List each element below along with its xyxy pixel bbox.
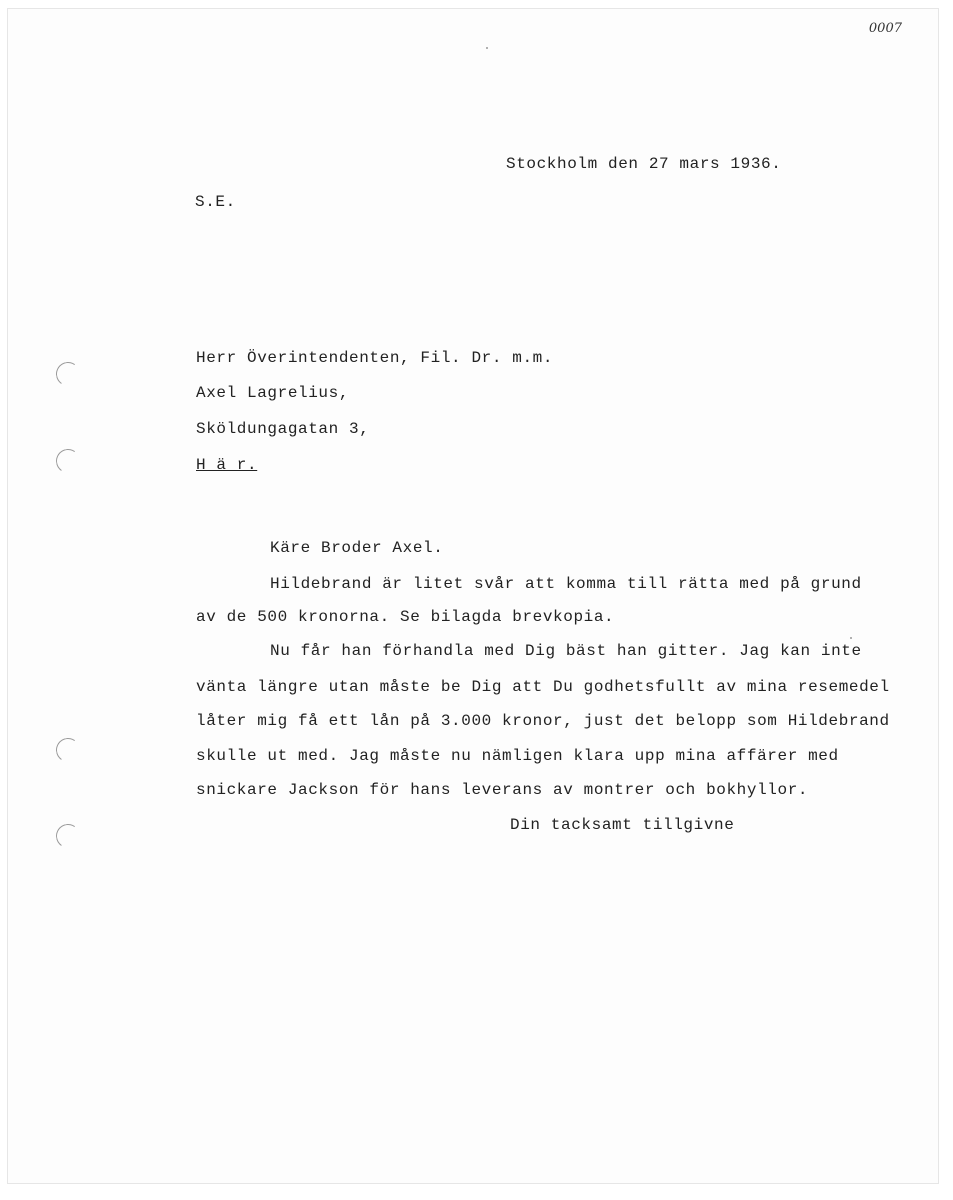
salutation: Käre Broder Axel.	[270, 539, 444, 557]
sender-initials: S.E.	[195, 193, 236, 211]
body-line: skulle ut med. Jag måste nu nämligen klara upp mina affärer med	[196, 747, 839, 765]
address-line: H ä r.	[196, 456, 258, 474]
address-line: Axel Lagrelius,	[196, 384, 350, 402]
punch-hole-icon	[54, 736, 82, 764]
body-line: av de 500 kronorna. Se bilagda brevkopia.	[196, 608, 615, 626]
paper-speck	[850, 637, 852, 639]
punch-hole-icon	[54, 822, 82, 850]
closing: Din tacksamt tillgivne	[510, 816, 735, 834]
body-line: Hildebrand är litet svår att komma till rätta med på grund	[270, 575, 862, 593]
body-line: snickare Jackson för hans leverans av montrer och bokhyllor.	[196, 781, 809, 799]
body-line: låter mig få ett lån på 3.000 kronor, just det belopp som Hildebrand	[196, 712, 890, 730]
archive-number: 0007	[868, 21, 902, 36]
body-line: Nu får han förhandla med Dig bäst han gitter. Jag kan inte	[270, 642, 862, 660]
body-line: vänta längre utan måste be Dig att Du godhetsfullt av mina resemedel	[196, 678, 890, 696]
punch-hole-icon	[54, 447, 82, 475]
letter-page	[7, 8, 939, 1184]
punch-hole-icon	[54, 360, 82, 388]
address-line: Sköldungagatan 3,	[196, 420, 370, 438]
address-line: Herr Överintendenten, Fil. Dr. m.m.	[196, 349, 554, 367]
place-date: Stockholm den 27 mars 1936.	[506, 155, 782, 173]
paper-speck	[486, 47, 488, 49]
